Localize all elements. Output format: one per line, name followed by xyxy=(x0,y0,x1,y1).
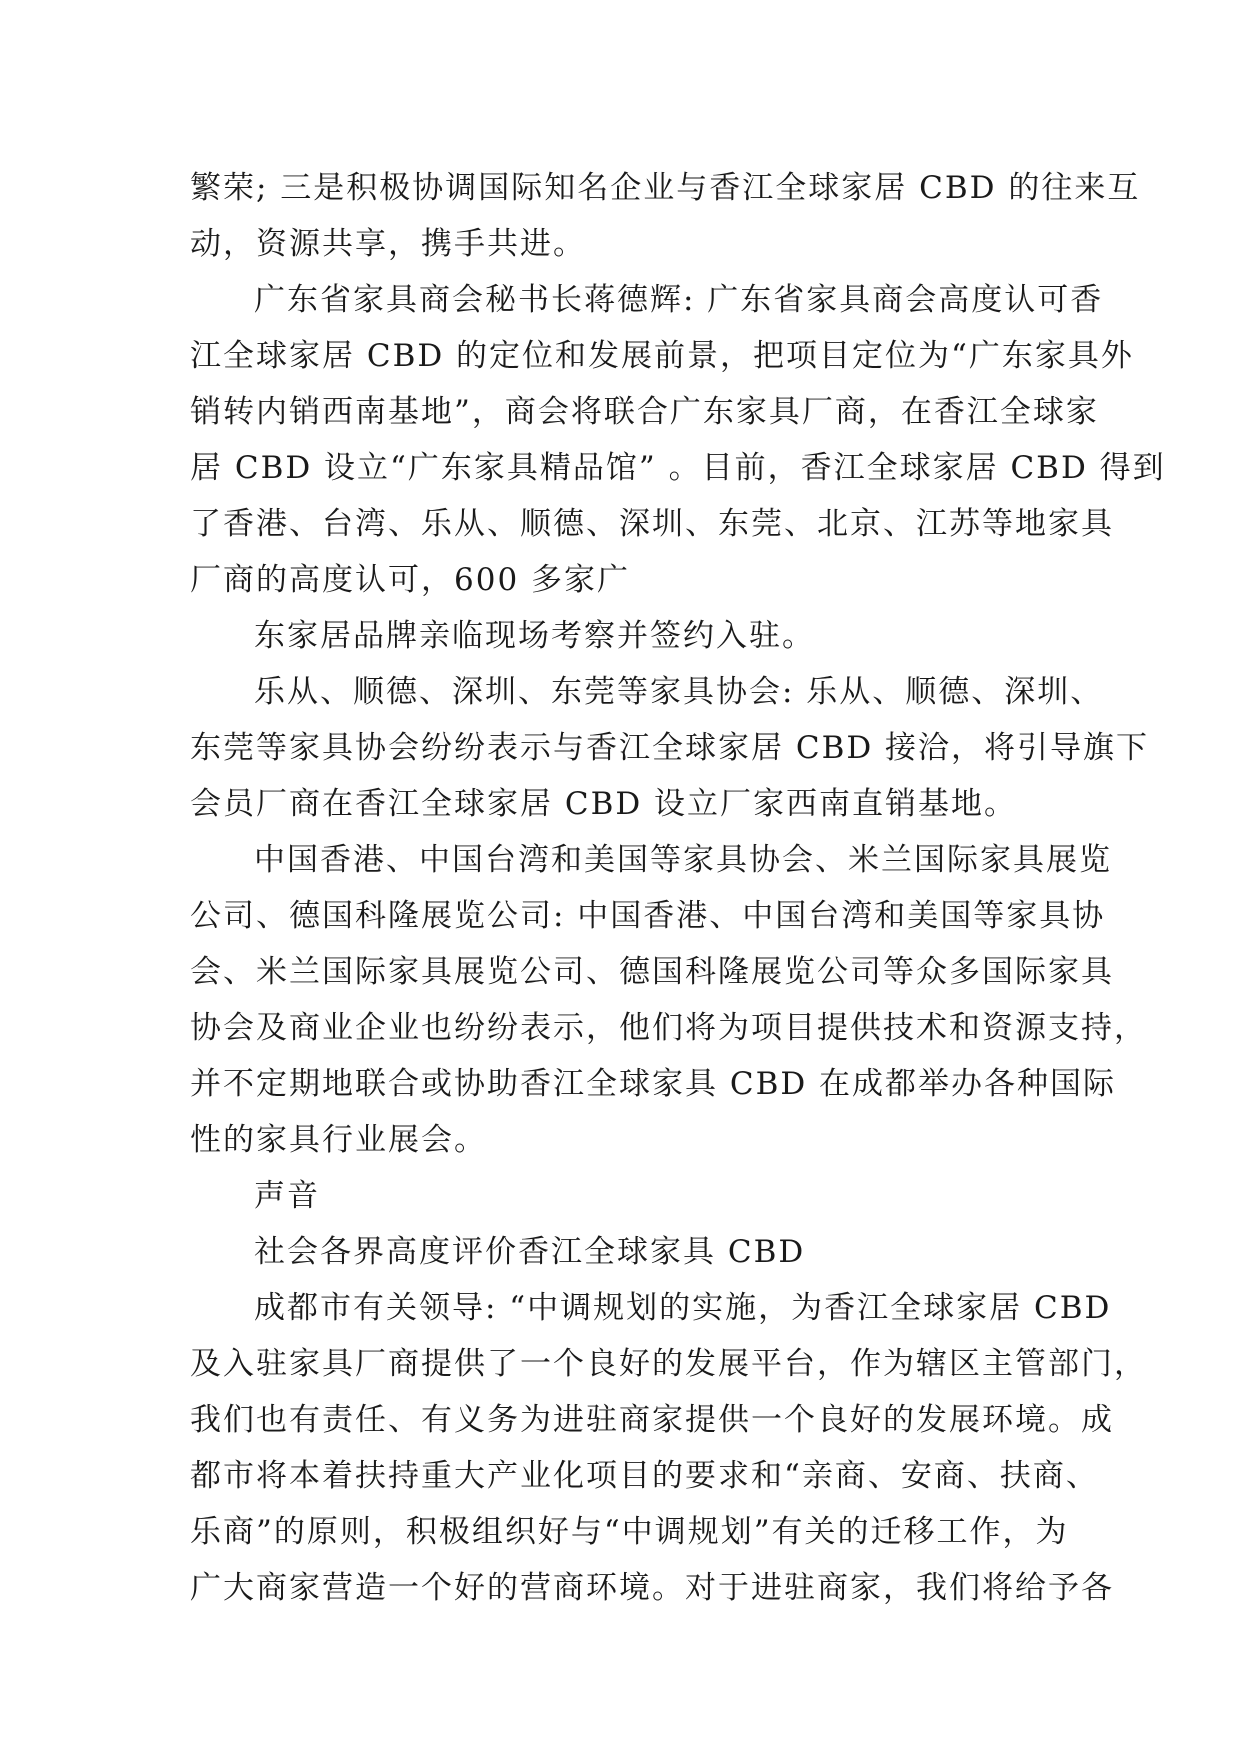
text-line: 性的家具行业展会。 xyxy=(190,1122,487,1158)
text-line: 动，资源共享，携手共进。 xyxy=(190,226,586,262)
text-line: 成都市有关领导: “中调规划的实施，为香江全球家居 CBD xyxy=(254,1290,1112,1326)
text-line: 及入驻家具厂商提供了一个良好的发展平台，作为辖区主管部门， xyxy=(190,1346,1147,1382)
document-body xyxy=(190,160,1166,1616)
text-line: 江全球家居 CBD 的定位和发展前景，把项目定位为“广东家具外 xyxy=(190,338,1134,374)
text-line: 乐商”的原则，积极组织好与“中调规划”有关的迁移工作，为 xyxy=(190,1514,1069,1550)
text-line: 都市将本着扶持重大产业化项目的要求和“亲商、安商、扶商、 xyxy=(190,1458,1099,1494)
text-line: 公司、德国科隆展览公司: 中国香港、中国台湾和美国等家具协 xyxy=(190,898,1106,934)
text-line: 中国香港、中国台湾和美国等家具协会、米兰国际家具展览 xyxy=(254,842,1112,878)
text-line: 广大商家营造一个好的营商环境。对于进驻商家，我们将给予各 xyxy=(190,1570,1114,1606)
text-line: 社会各界高度评价香江全球家具 CBD xyxy=(254,1234,806,1270)
text-line: 厂商的高度认可，600 多家广 xyxy=(190,562,631,598)
text-line: 了香港、台湾、乐从、顺德、深圳、东莞、北京、江苏等地家具 xyxy=(190,506,1114,542)
text-line: 协会及商业企业也纷纷表示，他们将为项目提供技术和资源支持， xyxy=(190,1010,1147,1046)
text-line: 东家居品牌亲临现场考察并签约入驻。 xyxy=(254,618,815,654)
text-line: 繁荣; 三是积极协调国际知名企业与香江全球家居 CBD 的往来互 xyxy=(190,170,1141,206)
text-line: 声音 xyxy=(254,1178,320,1214)
text-line: 销转内销西南基地”，商会将联合广东家具厂商，在香江全球家 xyxy=(190,394,1099,430)
text-line: 并不定期地联合或协助香江全球家具 CBD 在成都举办各种国际 xyxy=(190,1066,1117,1102)
text-line: 会员厂商在香江全球家居 CBD 设立厂家西南直销基地。 xyxy=(190,786,1018,822)
text-line: 会、米兰国际家具展览公司、德国科隆展览公司等众多国际家具 xyxy=(190,954,1114,990)
text-line: 广东省家具商会秘书长蒋德辉: 广东省家具商会高度认可香 xyxy=(254,282,1104,318)
text-line: 乐从、顺德、深圳、东莞等家具协会: 乐从、顺德、深圳、 xyxy=(254,674,1104,710)
text-line: 我们也有责任、有义务为进驻商家提供一个良好的发展环境。成 xyxy=(190,1402,1114,1438)
text-line: 东莞等家具协会纷纷表示与香江全球家居 CBD 接洽，将引导旗下 xyxy=(190,730,1150,766)
text-line: 居 CBD 设立“广东家具精品馆” 。目前，香江全球家居 CBD 得到 xyxy=(190,450,1166,486)
